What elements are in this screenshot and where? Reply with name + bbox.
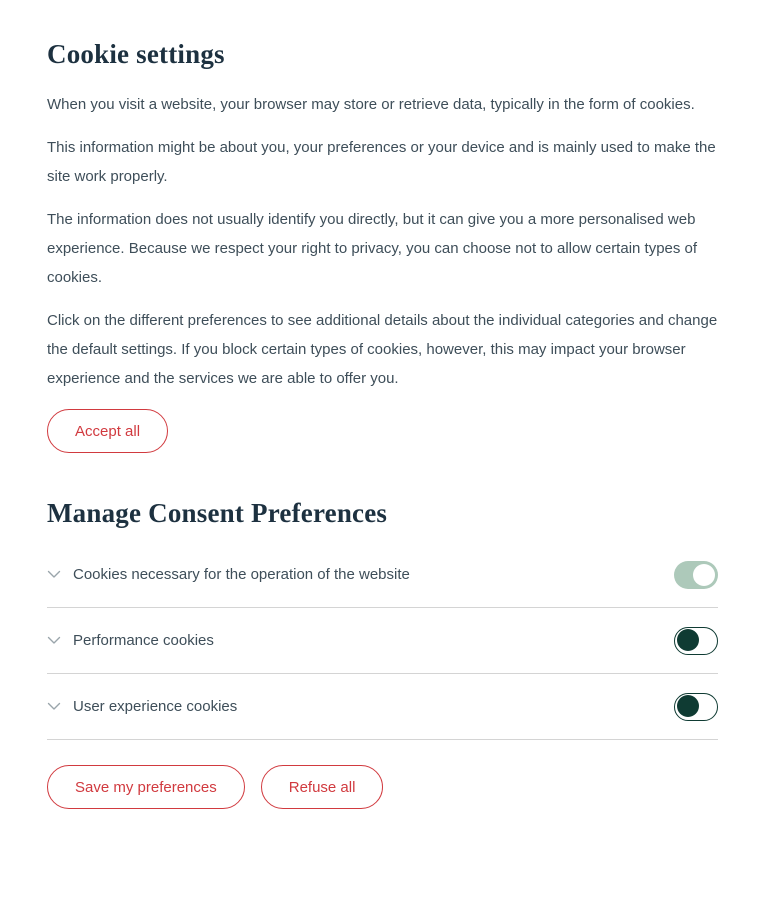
toggle-knob — [677, 695, 699, 717]
intro-paragraph: Click on the different preferences to see additional details about the individual categories and change the default settings. If you block certain types of cookies, however, this may impact your browser experience and the services we are able to offer you. — [47, 312, 718, 387]
pref-label: User experience cookies — [73, 698, 238, 715]
save-preferences-button[interactable]: Save my preferences — [47, 765, 245, 809]
toggle-knob — [693, 564, 715, 586]
pref-row-performance-cookies[interactable] — [47, 608, 718, 674]
intro-text — [47, 90, 718, 393]
accept-all-button[interactable]: Accept all — [47, 409, 168, 453]
page-title: Cookie settings — [47, 39, 225, 69]
preferences-heading: Manage Consent Preferences — [47, 498, 388, 528]
chevron-down-icon[interactable] — [47, 636, 61, 646]
intro-paragraph: This information might be about you, your preferences or your device and is mainly used to make the site work properly. — [47, 139, 716, 185]
footer-actions — [47, 765, 718, 809]
pref-row-user-experience-cookies[interactable] — [47, 674, 718, 740]
preferences-list — [47, 542, 718, 740]
chevron-down-icon[interactable] — [47, 702, 61, 712]
toggle-performance-cookies[interactable] — [674, 627, 718, 655]
pref-label: Cookies necessary for the operation of the website — [73, 566, 410, 583]
chevron-down-icon[interactable] — [47, 570, 61, 580]
toggle-knob — [677, 629, 699, 651]
intro-paragraph: When you visit a website, your browser may store or retrieve data, typically in the form of cookies. — [47, 96, 695, 113]
toggle-user-experience-cookies[interactable] — [674, 693, 718, 721]
refuse-all-button[interactable]: Refuse all — [261, 765, 384, 809]
toggle-necessary-cookies[interactable] — [674, 561, 718, 589]
intro-paragraph: The information does not usually identify you directly, but it can give you a more personalised web experience. Because we respect your right to privacy, you can choose not to allow certain types of cookies. — [47, 211, 698, 286]
pref-row-necessary-cookies[interactable] — [47, 542, 718, 608]
pref-label: Performance cookies — [73, 632, 214, 649]
